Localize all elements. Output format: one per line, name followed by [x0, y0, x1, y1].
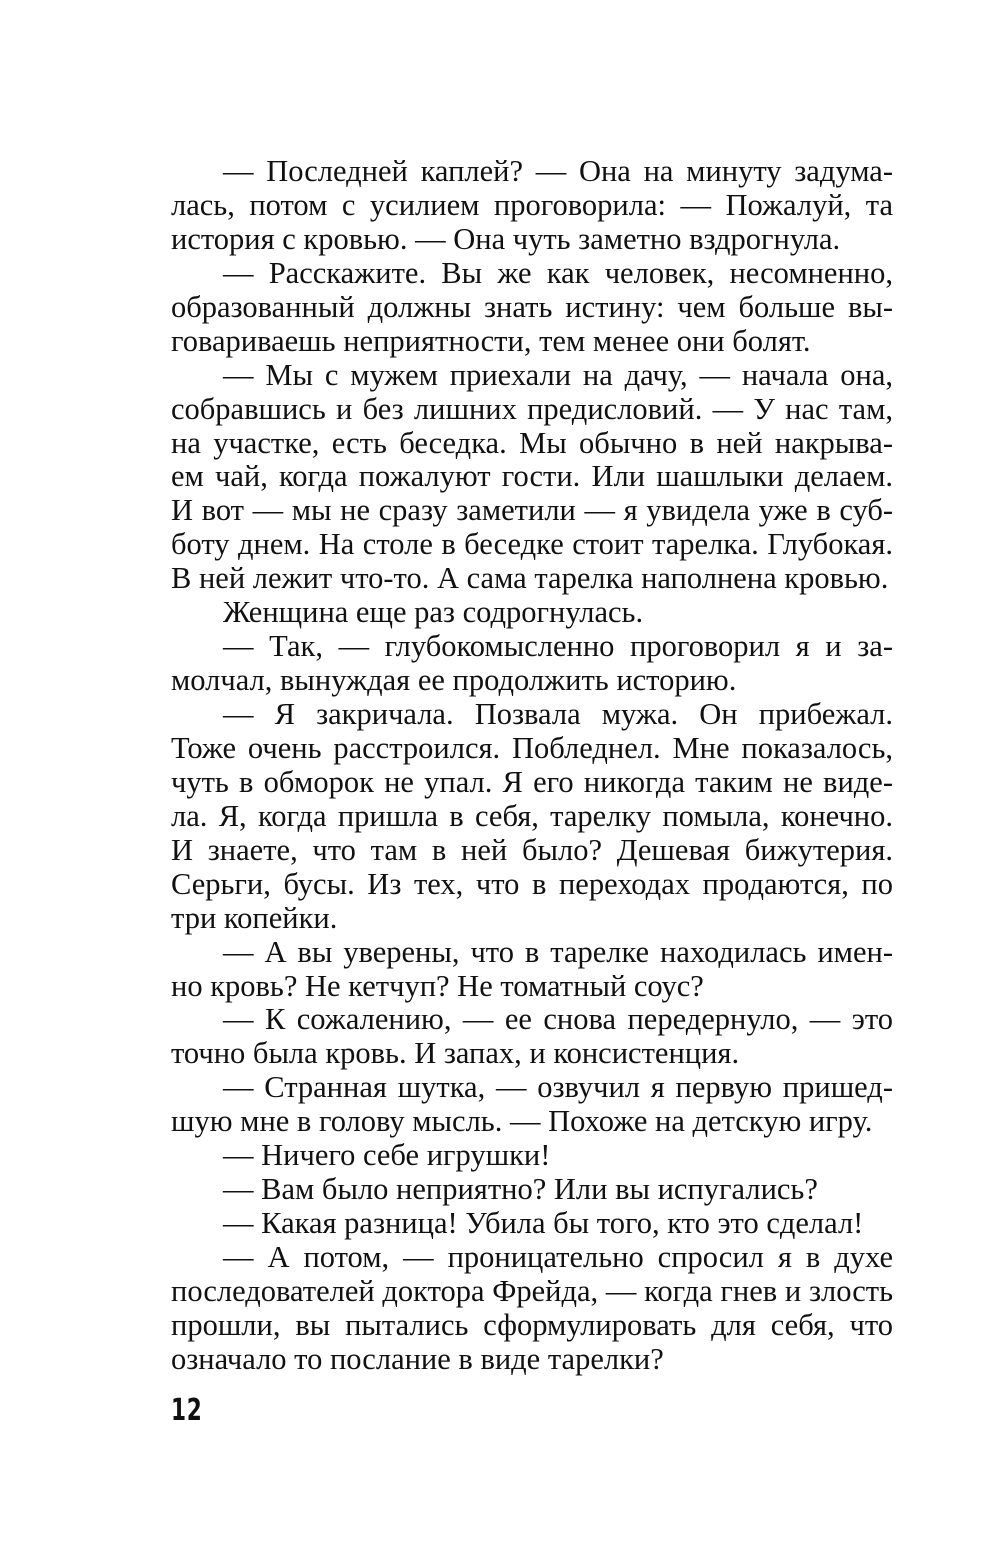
text-line: Тоже очень расстроился. Побледнел. Мне показалось,: [171, 730, 893, 765]
text-line: означало то послание в виде тарелки?: [171, 1341, 664, 1376]
text-line: чуть в обморок не упал. Я его никогда таким не виде-: [171, 764, 893, 799]
text-line: — Ничего себе игрушки!: [223, 1138, 551, 1173]
text-line: — Последней каплей? — Она на минуту задума-: [223, 154, 893, 188]
text-line: последователей доктора Фрейда, — когда гнев и злость: [171, 1273, 893, 1308]
text-line: точно была кровь. И запах, и консистенция.: [171, 1036, 740, 1071]
text-line: — Так, — глубокомысленно проговорил я и за-: [223, 629, 893, 664]
text-line: — А потом, — проницательно спросил я в духе: [223, 1240, 893, 1274]
text-line: молчал, вынуждая ее продолжить историю.: [171, 663, 737, 698]
text-line: на участке, есть беседка. Мы обычно в ней накрыва-: [171, 425, 893, 460]
text-line: — Вам было неприятно? Или вы испугались?: [223, 1172, 818, 1207]
text-line: прошли, вы пытались сформулировать для себя, что: [171, 1307, 893, 1342]
text-line: — Странная шутка, — озвучил я первую пришед-: [223, 1070, 893, 1105]
text-line: боту днем. На столе в беседке стоит тарелка. Глубокая.: [171, 527, 893, 562]
text-line: история с кровью. — Она чуть заметно вздрогнула.: [171, 221, 841, 256]
page-number: 12: [171, 1393, 203, 1428]
text-line: В ней лежит что-то. А сама тарелка наполнена кровью.: [171, 561, 889, 596]
text-line: — А вы уверены, что в тарелке находилась имен-: [223, 934, 893, 969]
text-line: — Расскажите. Вы же как человек, несомненно,: [223, 255, 893, 290]
text-line: ла. Я, когда пришла в себя, тарелку помыла, конечно.: [171, 798, 893, 833]
body-text: [171, 155, 893, 1377]
text-line: — Я закричала. Позвала мужа. Он прибежал.: [223, 697, 893, 731]
text-line: собравшись и без лишних предисловий. — У нас там,: [171, 391, 893, 426]
text-line: но кровь? Не кетчуп? Не томатный соус?: [171, 968, 704, 1003]
text-line: ем чай, когда пожалуют гости. Или шашлыки делаем.: [171, 459, 893, 494]
text-line: три копейки.: [171, 900, 338, 935]
text-line: — Мы с мужем приехали на дачу, — начала она,: [223, 357, 893, 392]
text-line: шую мне в голову мысль. — Похоже на детскую игру.: [171, 1104, 873, 1139]
text-line: говариваешь неприятности, тем менее они болят.: [171, 323, 811, 358]
text-line: Женщина еще раз содрогнулась.: [223, 595, 644, 630]
text-line: Серьги, бусы. Из тех, что в переходах продаются, по: [171, 866, 893, 901]
text-line: — К сожалению, — ее снова передернуло, — это: [223, 1002, 893, 1037]
text-line: — Какая разница! Убила бы того, кто это сделал!: [223, 1206, 864, 1241]
text-line: И знаете, что там в ней было? Дешевая бижутерия.: [171, 832, 893, 867]
text-line: лась, потом с усилием проговорила: — Пожалуй, та: [171, 187, 893, 222]
text-line: И вот — мы не сразу заметили — я увидела уже в суб-: [171, 493, 893, 528]
text-line: образованный должны знать истину: чем больше вы-: [171, 289, 893, 324]
